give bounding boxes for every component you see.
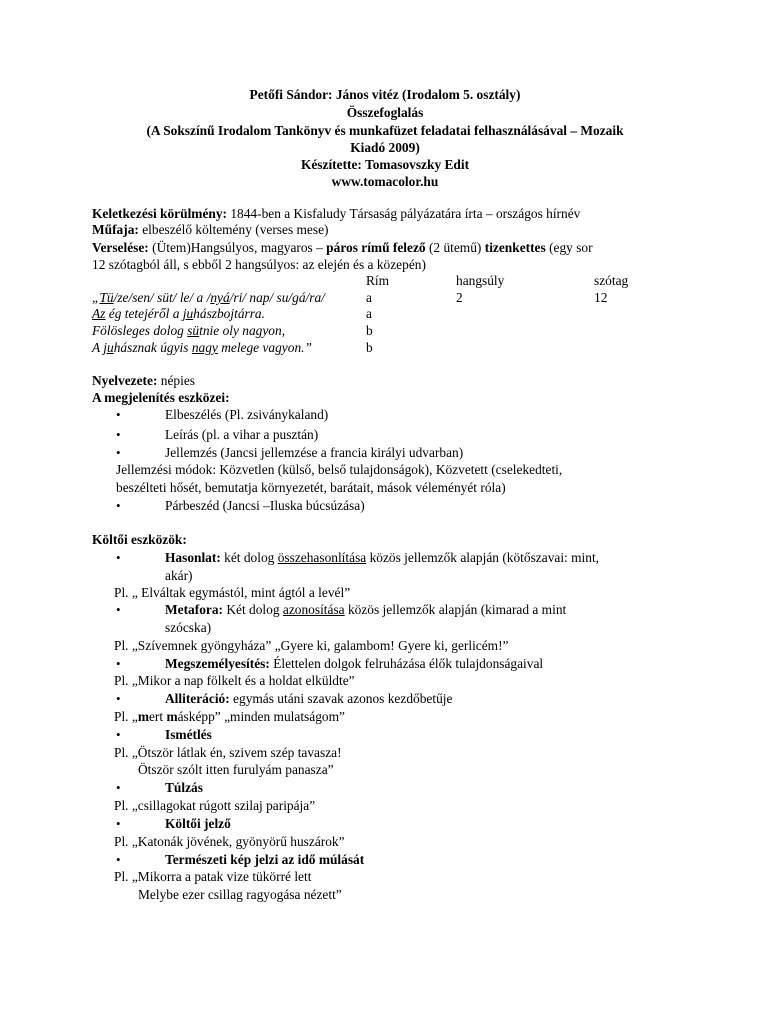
poem-l4-rim: b: [366, 340, 373, 355]
verseles-meter: tizenkettes: [484, 240, 546, 255]
bullet-icon: •: [116, 427, 121, 442]
jelzo-label: Költői jelző: [165, 816, 231, 831]
bullet-icon: •: [116, 407, 121, 422]
hasonlat-text-b: közös jellemzők alapján (kötőszavai: mint,: [366, 550, 600, 565]
poem-l3-p1: Fölösleges dolog: [92, 323, 188, 338]
mufaj-line: [92, 221, 329, 239]
poem-l1-p4: nyá: [210, 290, 230, 305]
keletkezes-text: 1844-ben a Kisfaludy Társaság pályázatára írta – országos hírnév: [227, 206, 581, 221]
hasonlat-line: [165, 549, 599, 567]
hasonlat-example: Pl. „ Elváltak egymástól, mint ágtól a levél”: [114, 585, 351, 600]
bullet-icon: •: [116, 780, 121, 795]
verseles-rhyme-type: páros rímű felező: [326, 240, 426, 255]
poem-line-2: [92, 305, 265, 323]
termeszeti-kep-example-2: Melybe ezer csillag ragyogása nézett”: [138, 887, 342, 902]
source-line-1: (A Sokszínű Irodalom Tankönyv és munkafüzet feladatai felhasználásával – Mozaik: [146, 123, 624, 138]
kolto-heading: Költői eszközök:: [92, 532, 187, 547]
ismetles-label: Ismétlés: [165, 727, 212, 742]
megjelenites-item-1: Elbeszélés (Pl. zsiványkaland): [165, 407, 329, 422]
mufaj-text: elbeszélő költemény (verses mese): [138, 222, 329, 237]
tulzas-label: Túlzás: [165, 780, 203, 795]
metafora-example: Pl. „Szívemnek gyöngyháza” „Gyere ki, galambom! Gyere ki, gerlicém!”: [114, 638, 509, 653]
nyelvezet-text: népies: [157, 373, 195, 388]
verseles-text-e: (egy sor: [545, 240, 593, 255]
poem-l2-p2: ég tetejéről a: [105, 306, 183, 321]
metafora-line-2: szócska): [165, 620, 212, 635]
bullet-icon: •: [116, 727, 121, 742]
document-subtitle: Összefoglalás: [346, 105, 424, 120]
megszemelyesites-example: Pl. „Mikor a nap fölkelt és a holdat elküldte”: [114, 673, 355, 688]
allit-pl-c: ert: [148, 709, 167, 724]
bullet-icon: •: [116, 550, 121, 565]
poem-l1-p2: Tü: [99, 290, 114, 305]
poem-l1-szotag: 12: [594, 290, 608, 305]
hasonlat-text-a: két dolog: [220, 550, 278, 565]
poem-l2-rim: a: [366, 306, 372, 321]
poem-l2-p3: ju: [182, 306, 194, 321]
bullet-icon: •: [116, 445, 121, 460]
nyelvezet-label: Nyelvezete:: [92, 373, 158, 388]
poem-l1-p1: „: [92, 290, 100, 305]
megjelenites-item-2: Leírás (pl. a vihar a pusztán): [165, 427, 319, 442]
allit-pl-a: Pl. „: [114, 709, 138, 724]
hasonlat-label: Hasonlat:: [165, 550, 221, 565]
poem-l1-p5: /ri/ nap/ su/gá/ra/: [229, 290, 325, 305]
megjelenites-item-3: Jellemzés (Jancsi jellemzése a francia királyi udvarban): [165, 445, 464, 460]
poem-l1-hangsuly: 2: [456, 290, 463, 305]
document-title: Petőfi Sándor: János vitéz (Irodalom 5. osztály): [249, 87, 521, 102]
termeszeti-kep-example-1: Pl. „Mikorra a patak vize tükörré lett: [114, 869, 312, 884]
allit-pl-e: ásképp” „minden mulatságom”: [177, 709, 345, 724]
megszemelyesites-text: Élettelen dolgok felruházása élők tulajdonságaival: [269, 656, 544, 671]
poem-l4-p3: hásznak úgyis: [113, 340, 192, 355]
verseles-text-c: (2 ütemű): [425, 240, 485, 255]
poem-l4-p5: melege vagyon.”: [217, 340, 312, 355]
megszemelyesites-label: Megszemélyesítés:: [165, 656, 270, 671]
tulzas-example: Pl. „csillagokat rúgott szilaj paripája”: [114, 798, 316, 813]
verseles-line: [92, 239, 593, 257]
bullet-icon: •: [116, 498, 121, 513]
alliteracio-line: [165, 690, 452, 708]
megjelenites-item-4: Párbeszéd (Jancsi –Iluska búcsúzása): [165, 498, 365, 513]
poem-line-3: [92, 322, 285, 340]
verseles-label: Verselése:: [92, 240, 149, 255]
verseles-line-2: 12 szótagból áll, s ebből 2 hangsúlyos: az elején és a közepén): [92, 257, 426, 272]
source-line-2: Kiadó 2009): [350, 140, 420, 155]
bullet-icon: •: [116, 691, 121, 706]
hasonlat-line-2: akár): [165, 568, 193, 583]
metafora-label: Metafora:: [165, 602, 223, 617]
bullet-icon: •: [116, 816, 121, 831]
poem-l4-p1: A: [92, 340, 104, 355]
col-szotag-header: szótag: [594, 273, 629, 288]
nyelvezet-line: [92, 372, 195, 390]
hasonlat-underlined: összehasonlítása: [277, 550, 367, 565]
alliteracio-text: egymás utáni szavak azonos kezdőbetűje: [229, 691, 453, 706]
alliteracio-example: [114, 708, 345, 726]
metafora-line: [165, 601, 566, 619]
poem-l3-p2: sü: [187, 323, 200, 338]
poem-l2-p1: Az: [92, 306, 106, 321]
allit-pl-d: m: [166, 709, 178, 724]
ismetles-example-2: Ötször szólt itten furulyám panasza”: [138, 762, 334, 777]
poem-l4-p4: nagy: [191, 340, 218, 355]
termeszeti-kep-label: Természeti kép jelzi az idő múlását: [165, 852, 365, 867]
keletkezes-label: Keletkezési körülmény:: [92, 206, 227, 221]
verseles-text-a: (Ütem)Hangsúlyos, magyaros –: [148, 240, 327, 255]
metafora-text-b: közös jellemzők alapján (kimarad a mint: [344, 602, 567, 617]
poem-l1-rim: a: [366, 290, 372, 305]
bullet-icon: •: [116, 656, 121, 671]
mufaj-label: Műfaja:: [92, 222, 139, 237]
col-hangsuly-header: hangsúly: [456, 273, 505, 288]
metafora-text-a: Két dolog: [223, 602, 283, 617]
poem-l2-p4: hászbojtárra.: [193, 306, 265, 321]
poem-l3-rim: b: [366, 323, 373, 338]
col-rim-header: Rím: [366, 273, 390, 288]
poem-l1-p3: /ze/sen/ süt/ le/ a /: [113, 290, 211, 305]
poem-l4-p2: ju: [103, 340, 114, 355]
megszemelyesites-line: [165, 655, 543, 673]
megjelenites-heading: A megjelenítés eszközei:: [92, 390, 230, 405]
poem-l3-p3: tnie oly nagyon,: [199, 323, 286, 338]
jellemzes-line-2: beszélteti hősét, bemutatja környezetét, barátait, mások véleményét róla): [116, 480, 506, 495]
alliteracio-label: Alliteráció:: [165, 691, 230, 706]
jellemzes-line-1: Jellemzési módok: Közvetlen (külső, belső tulajdonságok), Közvetett (cselekedteti,: [116, 462, 563, 477]
metafora-underlined: azonosítása: [282, 602, 345, 617]
bullet-icon: •: [116, 852, 121, 867]
poem-line-4: [92, 339, 312, 357]
bullet-icon: •: [116, 602, 121, 617]
jelzo-example: Pl. „Katonák jövének, gyönyörű huszárok”: [114, 834, 345, 849]
website-line: www.tomacolor.hu: [331, 174, 439, 189]
ismetles-example-1: Pl. „Ötször látlak én, szivem szép tavasza!: [114, 745, 342, 760]
author-line: Készítette: Tomasovszky Edit: [300, 157, 470, 172]
allit-pl-b: m: [137, 709, 149, 724]
